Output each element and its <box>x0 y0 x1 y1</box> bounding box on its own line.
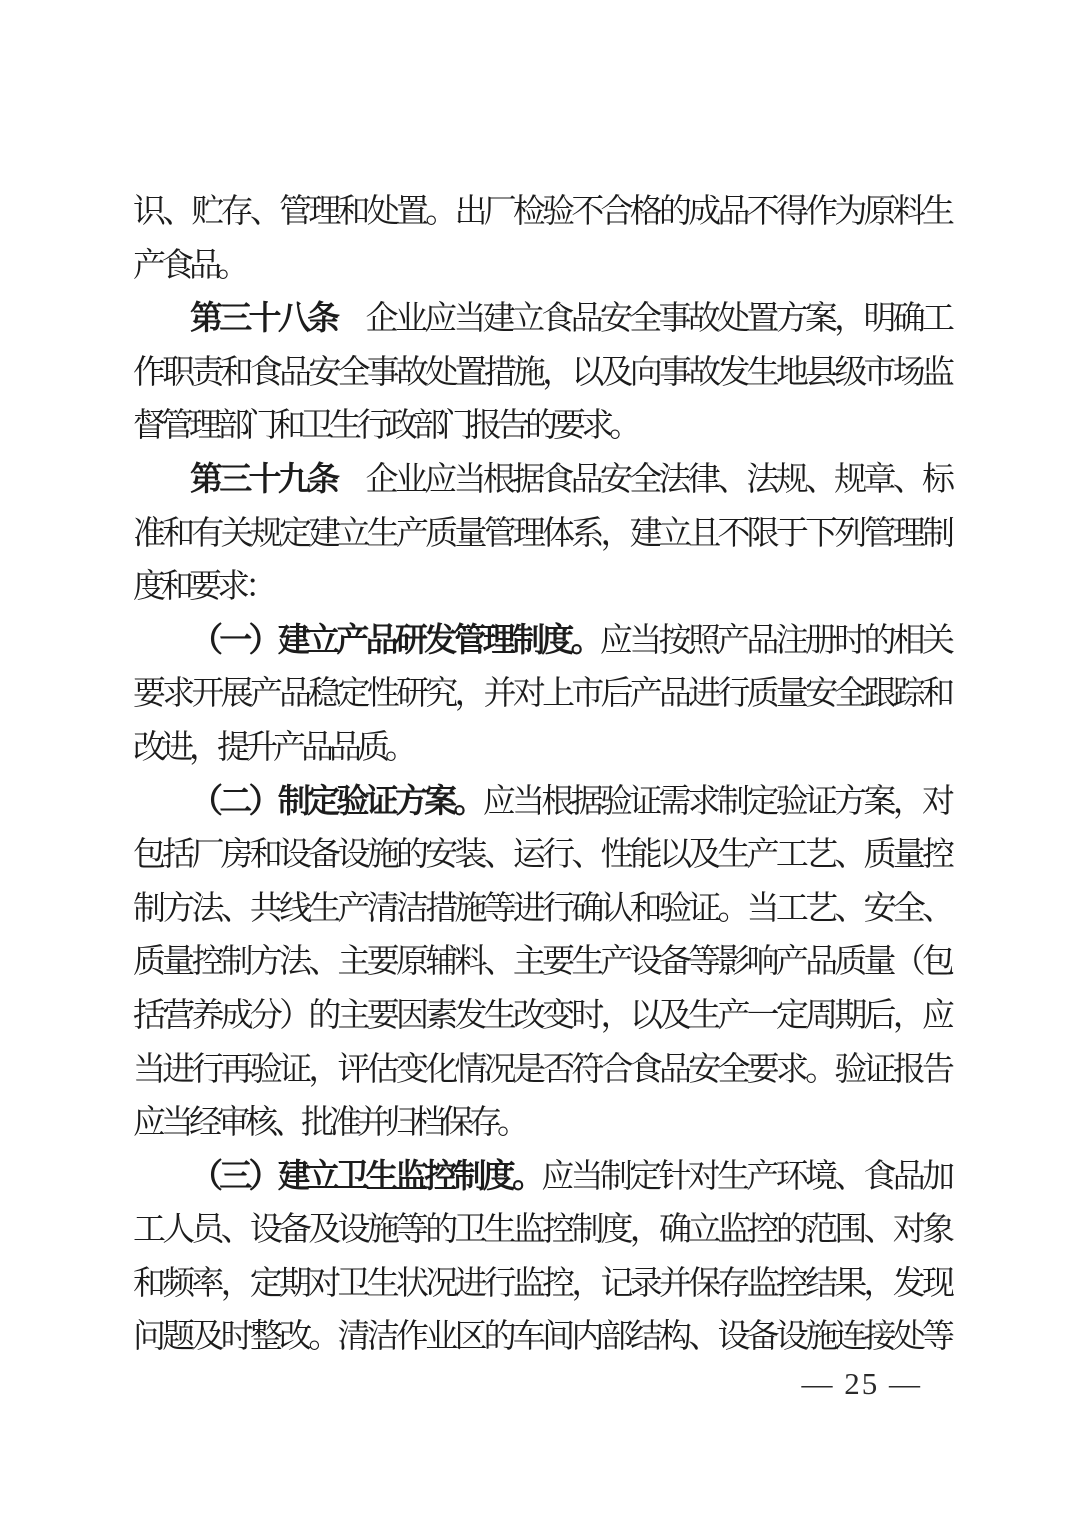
text-segment: 改进，提升产品品质。 <box>133 729 413 766</box>
text-segment: 要求开展产品稳定性研究，并对上市后产品进行质量安全跟踪和 <box>133 676 950 713</box>
text-segment: 包括厂房和设备设施的安装、运行、性能以及生产工艺、质量控 <box>133 837 950 874</box>
text-segment: 当进行再验证，评估变化情况是否符合食品安全要求。验证报告 <box>133 1051 950 1088</box>
text-segment: 企业应当建立食品安全事故处置方案，明确工 <box>336 301 951 338</box>
text-line <box>133 1258 950 1312</box>
text-segment: 制方法、共线生产清洁措施等进行确认和验证。当工艺、安全、 <box>133 890 950 927</box>
text-line <box>133 936 950 990</box>
heading-segment: 第三十九条 <box>190 461 337 498</box>
heading-segment: （一）建立产品研发管理制度。 <box>190 622 600 659</box>
heading-segment: （二）制定验证方案。 <box>190 783 483 820</box>
heading-segment: 第三十八条 <box>190 301 337 338</box>
text-line <box>133 1044 950 1098</box>
text-segment: 质量控制方法、主要原辅料、主要生产设备等影响产品质量（包 <box>133 944 950 981</box>
text-segment: 度和要求： <box>133 569 273 606</box>
text-segment: 应当根据验证需求制定验证方案，对 <box>482 783 951 820</box>
text-line <box>133 776 950 830</box>
page-footer <box>133 1366 950 1402</box>
text-segment: 括营养成分）的主要因素发生改变时，以及生产一定周期后，应 <box>133 997 950 1034</box>
text-line <box>133 1204 950 1258</box>
text-segment: 应当经审核、批准并归档保存。 <box>133 1105 525 1142</box>
text-line <box>133 240 950 294</box>
text-line <box>133 347 950 401</box>
text-line <box>133 400 950 454</box>
text-line <box>133 668 950 722</box>
text-segment: 问题及时整改。清洁作业区的车间内部结构、设备设施连接处等 <box>133 1319 950 1356</box>
heading-segment: （三）建立卫生监控制度。 <box>190 1158 542 1195</box>
text-segment: 和频率，定期对卫生状况进行监控，记录并保存监控结果，发现 <box>133 1265 950 1302</box>
page-number: — 25 — <box>801 1366 922 1401</box>
text-line <box>133 615 950 669</box>
text-segment: 识、贮存、管理和处置。出厂检验不合格的成品不得作为原料生 <box>133 194 950 230</box>
text-segment: 应当制定针对生产环境、食品加 <box>541 1158 951 1195</box>
text-line <box>133 883 950 937</box>
text-segment: 作职责和食品安全事故处置措施，以及向事故发生地县级市场监 <box>133 354 950 391</box>
text-line <box>133 293 950 347</box>
text-line <box>133 1151 950 1205</box>
text-segment: 准和有关规定建立生产质量管理体系，建立且不限于下列管理制 <box>133 515 950 552</box>
text-segment: 工人员、设备及设施等的卫生监控制度，确立监控的范围、对象 <box>133 1212 950 1249</box>
text-line <box>133 454 950 508</box>
text-segment: 应当按照产品注册时的相关 <box>599 622 951 659</box>
text-line <box>133 561 950 615</box>
text-line <box>133 1311 950 1365</box>
document-body <box>133 186 950 1365</box>
text-line <box>133 829 950 883</box>
text-segment: 企业应当根据食品安全法律、法规、规章、标 <box>336 461 951 498</box>
text-line <box>133 508 950 562</box>
text-segment: 督管理部门和卫生行政部门报告的要求。 <box>133 408 637 445</box>
text-line <box>133 1097 950 1151</box>
text-line <box>133 186 950 240</box>
text-segment: 产食品。 <box>133 247 245 284</box>
text-line <box>133 722 950 776</box>
text-line <box>133 990 950 1044</box>
